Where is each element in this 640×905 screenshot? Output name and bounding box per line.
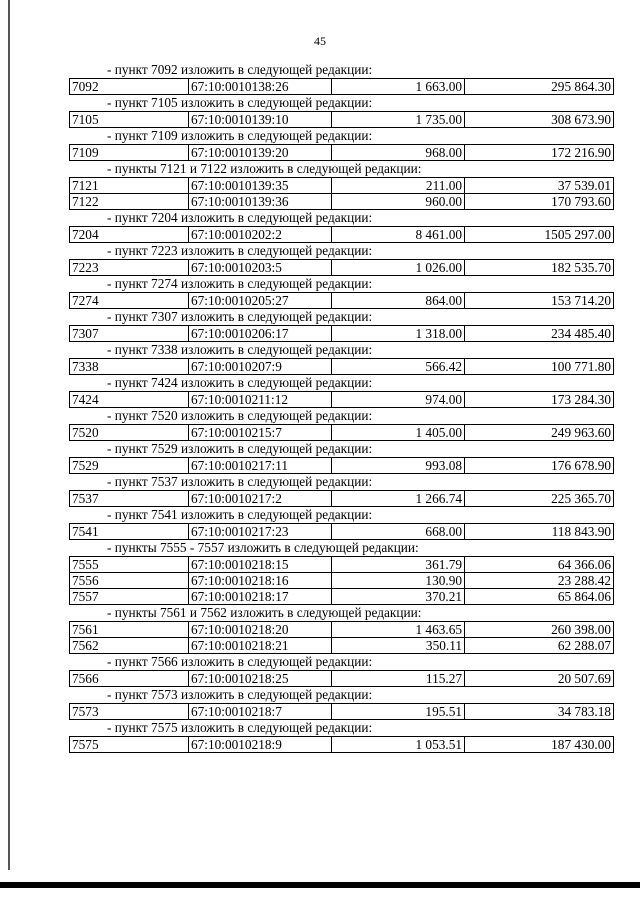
cadastral-number-cell: 67:10:0010215:7 bbox=[189, 425, 332, 441]
amendment-instruction: - пункт 7307 изложить в следующей редакции: bbox=[107, 309, 373, 324]
item-number-cell: 7562 bbox=[70, 638, 189, 654]
amendment-block bbox=[69, 605, 614, 654]
cadastral-number-cell: 67:10:0010218:17 bbox=[189, 589, 332, 605]
area-cell: 1 735.00 bbox=[332, 112, 465, 128]
item-number-cell: 7424 bbox=[70, 392, 189, 408]
area-cell: 1 405.00 bbox=[332, 425, 465, 441]
parcel-table bbox=[69, 325, 614, 342]
parcel-table bbox=[69, 259, 614, 276]
amendment-instruction: - пункт 7573 изложить в следующей редакции: bbox=[107, 687, 373, 702]
cost-cell: 182 535.70 bbox=[465, 260, 614, 276]
amendment-instruction: - пункт 7338 изложить в следующей редакции: bbox=[107, 342, 373, 357]
item-number-cell: 7537 bbox=[70, 491, 189, 507]
parcel-table bbox=[69, 736, 614, 753]
item-number-cell: 7105 bbox=[70, 112, 189, 128]
cadastral-number-cell: 67:10:0010139:35 bbox=[189, 178, 332, 194]
amendment-block bbox=[69, 243, 614, 276]
amendment-instruction: - пункты 7121 и 7122 изложить в следующей редакции: bbox=[107, 161, 422, 176]
item-number-cell: 7529 bbox=[70, 458, 189, 474]
amendment-instruction: - пункт 7274 изложить в следующей редакции: bbox=[107, 276, 373, 291]
area-cell: 1 053.51 bbox=[332, 737, 465, 753]
table-row bbox=[70, 260, 614, 276]
amendment-instruction: - пункт 7520 изложить в следующей редакции: bbox=[107, 408, 373, 423]
cadastral-number-cell: 67:10:0010205:27 bbox=[189, 293, 332, 309]
cadastral-number-cell: 67:10:0010218:7 bbox=[189, 704, 332, 720]
area-cell: 195.51 bbox=[332, 704, 465, 720]
item-number-cell: 7541 bbox=[70, 524, 189, 540]
cost-cell: 176 678.90 bbox=[465, 458, 614, 474]
cadastral-number-cell: 67:10:0010138:26 bbox=[189, 79, 332, 95]
cost-cell: 153 714.20 bbox=[465, 293, 614, 309]
amendment-block bbox=[69, 441, 614, 474]
parcel-table bbox=[69, 391, 614, 408]
table-row bbox=[70, 573, 614, 589]
cadastral-number-cell: 67:10:0010139:10 bbox=[189, 112, 332, 128]
table-row bbox=[70, 671, 614, 687]
table-row bbox=[70, 737, 614, 753]
table-row bbox=[70, 704, 614, 720]
cost-cell: 225 365.70 bbox=[465, 491, 614, 507]
table-row bbox=[70, 178, 614, 194]
cost-cell: 23 288.42 bbox=[465, 573, 614, 589]
parcel-table bbox=[69, 226, 614, 243]
parcel-table bbox=[69, 457, 614, 474]
parcel-table bbox=[69, 177, 614, 210]
page-number: 45 bbox=[314, 34, 326, 48]
cadastral-number-cell: 67:10:0010217:23 bbox=[189, 524, 332, 540]
cost-cell: 64 366.06 bbox=[465, 557, 614, 573]
cost-cell: 234 485.40 bbox=[465, 326, 614, 342]
table-row bbox=[70, 638, 614, 654]
table-row bbox=[70, 227, 614, 243]
table-row bbox=[70, 194, 614, 210]
amendment-block bbox=[69, 507, 614, 540]
item-number-cell: 7557 bbox=[70, 589, 189, 605]
amendment-instruction: - пункт 7204 изложить в следующей редакции: bbox=[107, 210, 373, 225]
area-cell: 1 318.00 bbox=[332, 326, 465, 342]
cost-cell: 295 864.30 bbox=[465, 79, 614, 95]
parcel-table bbox=[69, 111, 614, 128]
amendment-instruction: - пункт 7537 изложить в следующей редакции: bbox=[107, 474, 373, 489]
area-cell: 968.00 bbox=[332, 145, 465, 161]
cost-cell: 249 963.60 bbox=[465, 425, 614, 441]
amendment-block bbox=[69, 210, 614, 243]
area-cell: 350.11 bbox=[332, 638, 465, 654]
amendment-block bbox=[69, 375, 614, 408]
parcel-table bbox=[69, 670, 614, 687]
cadastral-number-cell: 67:10:0010218:21 bbox=[189, 638, 332, 654]
cost-cell: 37 539.01 bbox=[465, 178, 614, 194]
amendment-instruction: - пункт 7529 изложить в следующей редакции: bbox=[107, 441, 373, 456]
table-row bbox=[70, 557, 614, 573]
amendment-block bbox=[69, 408, 614, 441]
parcel-table bbox=[69, 292, 614, 309]
cost-cell: 65 864.06 bbox=[465, 589, 614, 605]
area-cell: 211.00 bbox=[332, 178, 465, 194]
cost-cell: 118 843.90 bbox=[465, 524, 614, 540]
item-number-cell: 7520 bbox=[70, 425, 189, 441]
scan-left-edge bbox=[8, 0, 10, 870]
parcel-table bbox=[69, 424, 614, 441]
item-number-cell: 7575 bbox=[70, 737, 189, 753]
cost-cell: 260 398.00 bbox=[465, 622, 614, 638]
cadastral-number-cell: 67:10:0010218:15 bbox=[189, 557, 332, 573]
item-number-cell: 7561 bbox=[70, 622, 189, 638]
amendment-block bbox=[69, 540, 614, 605]
amendment-instruction: - пункты 7555 - 7557 изложить в следующей редакции: bbox=[107, 540, 419, 555]
item-number-cell: 7109 bbox=[70, 145, 189, 161]
cost-cell: 308 673.90 bbox=[465, 112, 614, 128]
parcel-table bbox=[69, 144, 614, 161]
amendment-block bbox=[69, 95, 614, 128]
area-cell: 864.00 bbox=[332, 293, 465, 309]
cadastral-number-cell: 67:10:0010217:2 bbox=[189, 491, 332, 507]
table-row bbox=[70, 79, 614, 95]
area-cell: 974.00 bbox=[332, 392, 465, 408]
amendment-block bbox=[69, 342, 614, 375]
cost-cell: 1505 297.00 bbox=[465, 227, 614, 243]
area-cell: 1 266.74 bbox=[332, 491, 465, 507]
cost-cell: 62 288.07 bbox=[465, 638, 614, 654]
table-row bbox=[70, 326, 614, 342]
item-number-cell: 7566 bbox=[70, 671, 189, 687]
table-row bbox=[70, 524, 614, 540]
item-number-cell: 7338 bbox=[70, 359, 189, 375]
amendment-block bbox=[69, 62, 614, 95]
cost-cell: 100 771.80 bbox=[465, 359, 614, 375]
area-cell: 361.79 bbox=[332, 557, 465, 573]
table-row bbox=[70, 425, 614, 441]
amendment-instruction: - пункт 7541 изложить в следующей редакции: bbox=[107, 507, 373, 522]
cadastral-number-cell: 67:10:0010139:20 bbox=[189, 145, 332, 161]
table-row bbox=[70, 458, 614, 474]
item-number-cell: 7122 bbox=[70, 194, 189, 210]
item-number-cell: 7092 bbox=[70, 79, 189, 95]
cadastral-number-cell: 67:10:0010211:12 bbox=[189, 392, 332, 408]
cadastral-number-cell: 67:10:0010218:16 bbox=[189, 573, 332, 589]
item-number-cell: 7573 bbox=[70, 704, 189, 720]
table-row bbox=[70, 112, 614, 128]
item-number-cell: 7121 bbox=[70, 178, 189, 194]
table-row bbox=[70, 293, 614, 309]
amendment-block bbox=[69, 720, 614, 753]
area-cell: 130.90 bbox=[332, 573, 465, 589]
parcel-table bbox=[69, 621, 614, 654]
table-row bbox=[70, 359, 614, 375]
table-row bbox=[70, 392, 614, 408]
cadastral-number-cell: 67:10:0010218:25 bbox=[189, 671, 332, 687]
amendment-instruction: - пункты 7561 и 7562 изложить в следующей редакции: bbox=[107, 605, 422, 620]
table-row bbox=[70, 589, 614, 605]
cadastral-number-cell: 67:10:0010207:9 bbox=[189, 359, 332, 375]
cadastral-number-cell: 67:10:0010202:2 bbox=[189, 227, 332, 243]
amendment-block bbox=[69, 161, 614, 210]
parcel-table bbox=[69, 523, 614, 540]
amendment-instruction: - пункт 7223 изложить в следующей редакции: bbox=[107, 243, 373, 258]
cadastral-number-cell: 67:10:0010218:20 bbox=[189, 622, 332, 638]
item-number-cell: 7556 bbox=[70, 573, 189, 589]
amendment-block bbox=[69, 128, 614, 161]
cost-cell: 187 430.00 bbox=[465, 737, 614, 753]
amendment-block bbox=[69, 309, 614, 342]
area-cell: 8 461.00 bbox=[332, 227, 465, 243]
cost-cell: 172 216.90 bbox=[465, 145, 614, 161]
parcel-table bbox=[69, 490, 614, 507]
amendment-block bbox=[69, 474, 614, 507]
amendment-instruction: - пункт 7109 изложить в следующей редакции: bbox=[107, 128, 373, 143]
parcel-table bbox=[69, 556, 614, 605]
cadastral-number-cell: 67:10:0010218:9 bbox=[189, 737, 332, 753]
area-cell: 668.00 bbox=[332, 524, 465, 540]
area-cell: 1 463.65 bbox=[332, 622, 465, 638]
parcel-table bbox=[69, 78, 614, 95]
area-cell: 566.42 bbox=[332, 359, 465, 375]
parcel-table bbox=[69, 703, 614, 720]
parcel-table bbox=[69, 358, 614, 375]
cost-cell: 34 783.18 bbox=[465, 704, 614, 720]
document-body bbox=[69, 62, 614, 753]
cadastral-number-cell: 67:10:0010217:11 bbox=[189, 458, 332, 474]
cadastral-number-cell: 67:10:0010203:5 bbox=[189, 260, 332, 276]
area-cell: 1 026.00 bbox=[332, 260, 465, 276]
amendment-instruction: - пункт 7092 изложить в следующей редакции: bbox=[107, 62, 373, 77]
cadastral-number-cell: 67:10:0010139:36 bbox=[189, 194, 332, 210]
item-number-cell: 7274 bbox=[70, 293, 189, 309]
amendment-block bbox=[69, 654, 614, 687]
table-row bbox=[70, 145, 614, 161]
cadastral-number-cell: 67:10:0010206:17 bbox=[189, 326, 332, 342]
item-number-cell: 7223 bbox=[70, 260, 189, 276]
item-number-cell: 7555 bbox=[70, 557, 189, 573]
cost-cell: 170 793.60 bbox=[465, 194, 614, 210]
amendment-instruction: - пункт 7105 изложить в следующей редакции: bbox=[107, 95, 373, 110]
area-cell: 115.27 bbox=[332, 671, 465, 687]
scan-bottom-bar bbox=[0, 882, 640, 888]
item-number-cell: 7204 bbox=[70, 227, 189, 243]
amendment-instruction: - пункт 7566 изложить в следующей редакции: bbox=[107, 654, 373, 669]
item-number-cell: 7307 bbox=[70, 326, 189, 342]
cost-cell: 173 284.30 bbox=[465, 392, 614, 408]
table-row bbox=[70, 622, 614, 638]
table-row bbox=[70, 491, 614, 507]
cost-cell: 20 507.69 bbox=[465, 671, 614, 687]
amendment-instruction: - пункт 7424 изложить в следующей редакции: bbox=[107, 375, 373, 390]
area-cell: 1 663.00 bbox=[332, 79, 465, 95]
area-cell: 960.00 bbox=[332, 194, 465, 210]
amendment-instruction: - пункт 7575 изложить в следующей редакции: bbox=[107, 720, 373, 735]
area-cell: 993.08 bbox=[332, 458, 465, 474]
amendment-block bbox=[69, 687, 614, 720]
amendment-block bbox=[69, 276, 614, 309]
area-cell: 370.21 bbox=[332, 589, 465, 605]
